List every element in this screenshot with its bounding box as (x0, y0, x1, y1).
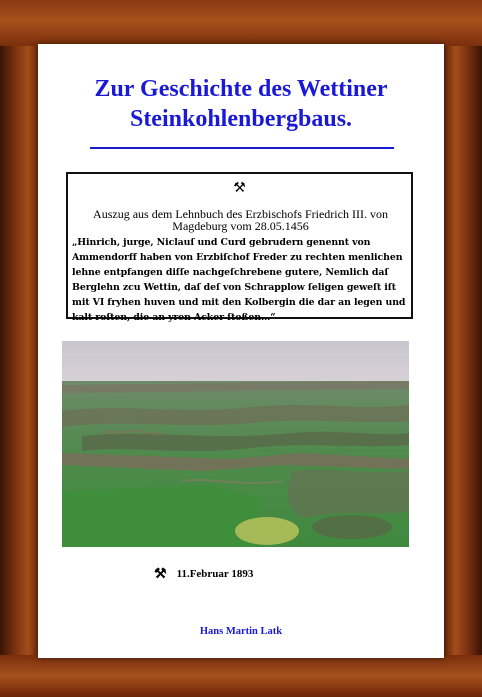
title-line-1: Zur Geschichte des Wettiner (94, 76, 388, 102)
author-name: Hans Martin Latk (199, 626, 283, 637)
mining-hammers-icon: ⚒ (233, 181, 246, 196)
publication-date: 11.Februar 1893 (176, 568, 254, 580)
page-title (38, 74, 444, 134)
frame-top (0, 0, 482, 46)
landscape-photo-image (62, 341, 409, 547)
frame-bottom (0, 655, 482, 697)
frame-left (0, 0, 40, 697)
landscape-photo (62, 341, 409, 547)
cover-page (38, 44, 444, 658)
title-line-2: Steinkohlenbergbaus. (129, 106, 353, 132)
crossed-hammers-icon: ⚒ (154, 567, 167, 582)
title-divider (90, 147, 394, 149)
excerpt-intro (74, 208, 407, 232)
excerpt-intro-line-2: Magdeburg vom 28.05.1456 (172, 219, 309, 233)
date-line (154, 566, 253, 582)
excerpt-intro-line-1: Auszug aus dem Lehnbuch des Erzbischofs Friedrich III. von (93, 207, 388, 221)
excerpt-box (66, 172, 413, 323)
frame-right (444, 0, 482, 697)
excerpt-quote: „Hinrich, jurge, Niclauſ und Curd gebrudern genennt von Ammendorff haben von Erzbiſchof Freder zu rechten menlichen lehne entpfangen diſſe nachgeſchrebene gutere, Nemlich daſ Berglehn zcu Wettin, daſ deſ von Schrapplow ſeligen geweſt iſt mit VI fryhen huven und mit den Kolbergin die dar an legen und kalt roſten, die an yren Acker ſtoßen…“ (72, 237, 406, 323)
